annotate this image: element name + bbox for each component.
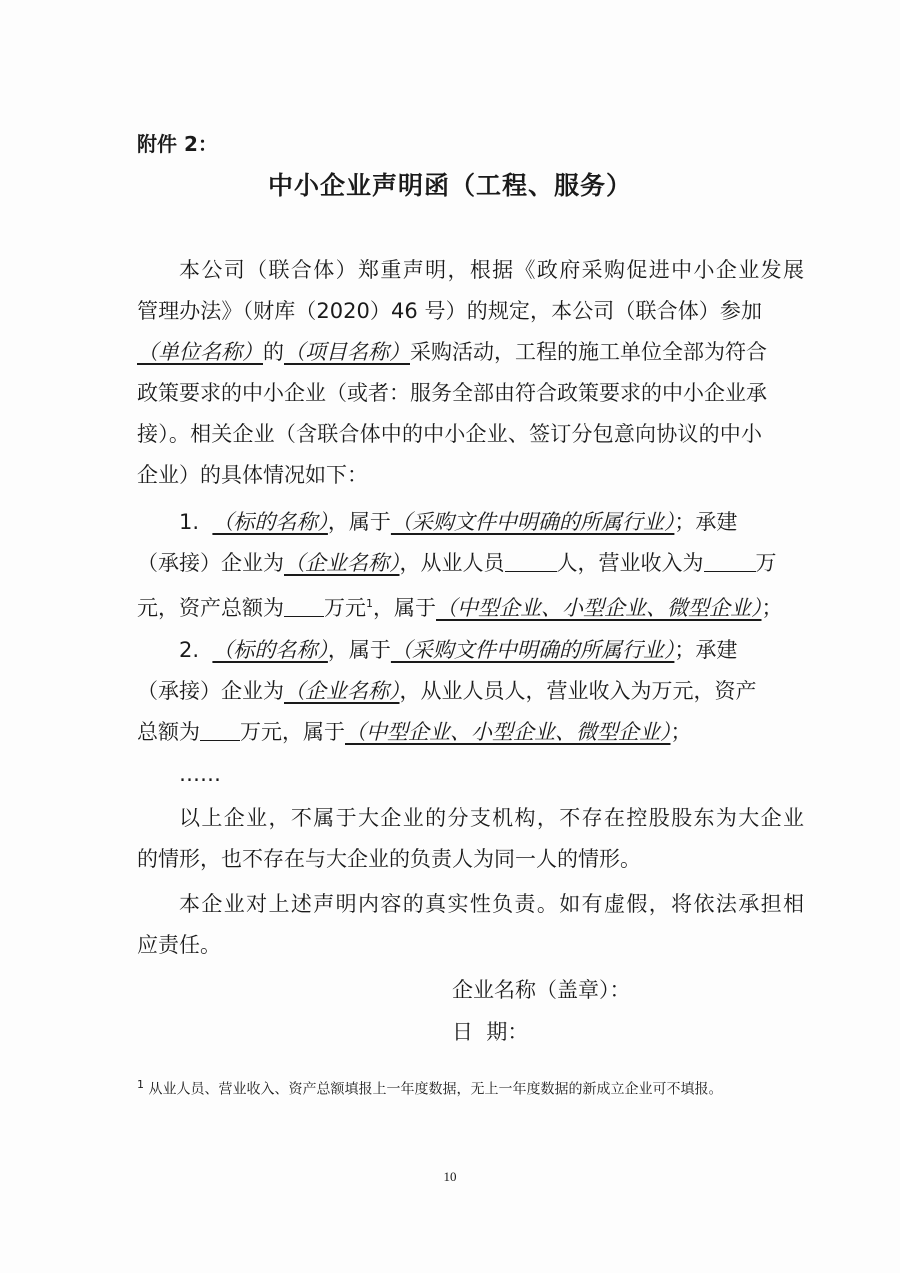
unit-name-field: （单位名称）	[137, 340, 263, 364]
footnote-text: 从业人员、营业收入、资产总额填报上一年度数据，无上一年度数据的新成立企业可不填报。	[144, 1081, 723, 1098]
para3-line1: 本企业对上述声明内容的真实性负责。如有虚假，将依法承担相	[179, 892, 804, 916]
page-number: 10	[443, 1169, 457, 1184]
para1-line4: 政策要求的中小企业（或者：服务全部由符合政策要求的中小企业承	[137, 381, 767, 405]
footnote	[137, 1072, 762, 1103]
project-name-field: （项目名称）	[284, 340, 410, 364]
item1-staff-blank	[505, 551, 557, 572]
item1-company: （企业名称）	[284, 551, 400, 575]
para1-line3: （单位名称）的（项目名称）采购活动，工程的施工单位全部为符合	[137, 340, 767, 364]
attachment-label: 附件 2：	[137, 132, 218, 156]
para1-line2: 管理办法》（财库（2020）46 号）的规定，本公司（联合体）参加	[137, 299, 762, 323]
item2-size: （中型企业、小型企业、微型企业）	[345, 720, 671, 744]
para2-line2: 的情形，也不存在与大企业的负责人为同一人的情形。	[137, 847, 641, 871]
para3-line2: 应责任。	[137, 933, 221, 957]
item1-line2: （承接）企业为（企业名称），从业人员 人，营业收入为 万	[137, 551, 777, 575]
item2-industry: （采购文件中明确的所属行业）	[390, 638, 675, 662]
item2-company: （企业名称）	[284, 679, 400, 703]
para1-line1: 本公司（联合体）郑重声明，根据《政府采购促进中小企业发展	[179, 258, 804, 282]
item1-line3: 元，资产总额为 万元$^1$，属于（中型企业、小型企业、微型企业）；	[137, 596, 783, 620]
item1-size: （中型企业、小型企业、微型企业）	[436, 596, 762, 620]
item1-assets-blank	[284, 596, 324, 617]
para1-line5: 接）。相关企业（含联合体中的中小企业、签订分包意向协议的中小	[137, 422, 762, 446]
page-title: 中小企业声明函（工程、服务）	[267, 171, 632, 200]
item2-subject: （标的名称）	[212, 638, 328, 662]
para2-line1: 以上企业，不属于大企业的分支机构，不存在控股股东为大企业	[179, 806, 804, 830]
item2-line3: 总额为 万元，属于（中型企业、小型企业、微型企业）；	[137, 720, 692, 744]
item1-industry: （采购文件中明确的所属行业）	[390, 510, 675, 534]
company-seal-label: 企业名称（盖章）：	[452, 978, 631, 1002]
ellipsis: ……	[179, 762, 221, 786]
date-label: 日 期：	[452, 1020, 529, 1044]
para1-line6: 企业）的具体情况如下：	[137, 463, 368, 487]
footnote-mark: 1	[137, 1078, 144, 1091]
item2-line1: 2. （标的名称），属于（采购文件中明确的所属行业）；承建	[179, 638, 738, 662]
item1-subject: （标的名称）	[212, 510, 328, 534]
footnote-ref: 1	[366, 597, 373, 610]
item1-revenue-blank	[704, 551, 756, 572]
item2-line2: （承接）企业为（企业名称），从业人员人，营业收入为万元，资产	[137, 679, 757, 703]
item2-assets-blank	[200, 720, 240, 741]
item1-line1: 1. （标的名称），属于（采购文件中明确的所属行业）；承建	[179, 510, 738, 534]
